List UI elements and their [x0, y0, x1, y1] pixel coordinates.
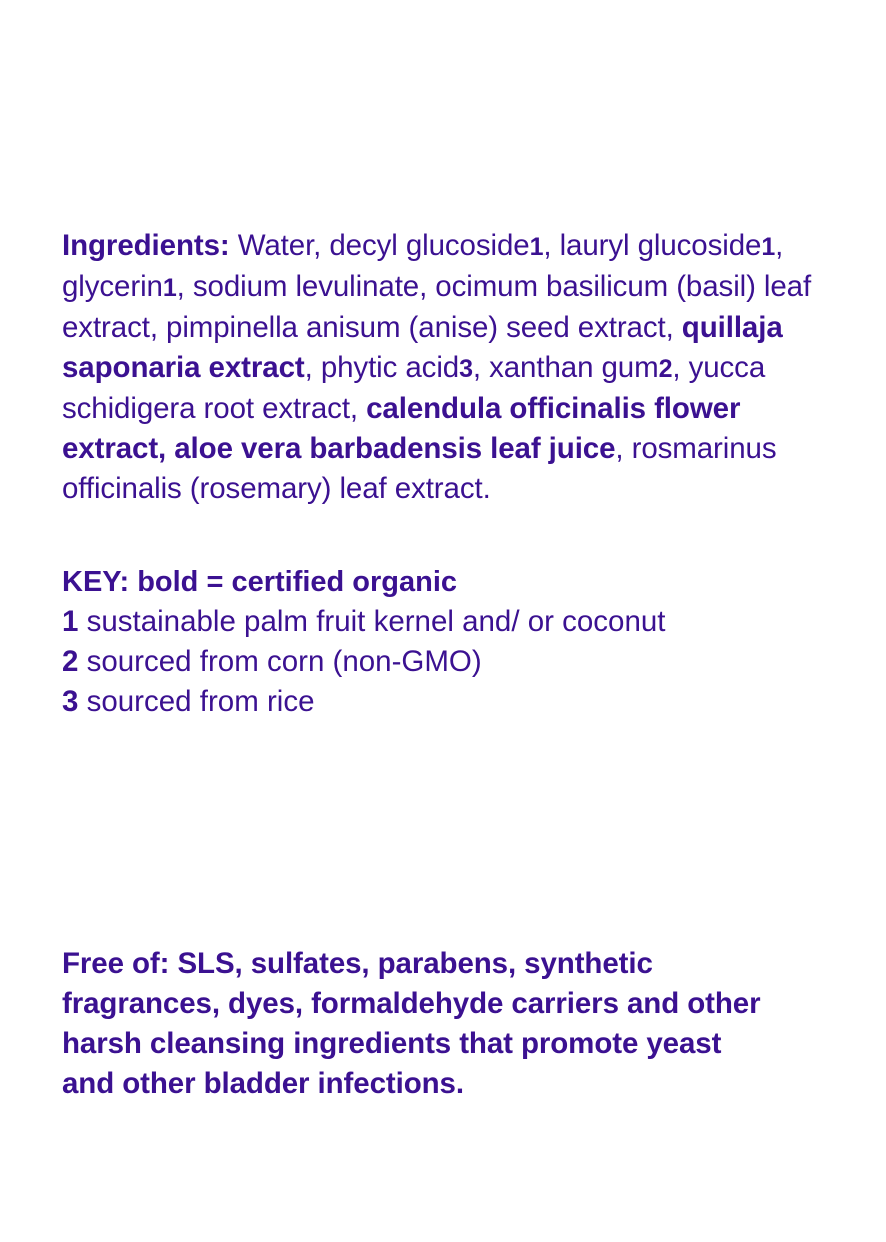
- key-marker-3: 3: [62, 685, 79, 718]
- ingredient-segment: , xanthan gum: [472, 350, 659, 384]
- ingredient-segment: , sodium levulinate, ocimum basilicum (basil) leaf extract, pimpinella anisum (anise) seed extract,: [62, 269, 812, 344]
- ingredient-segment: , rosmarinus officinalis (rosemary) leaf extract.: [62, 431, 777, 505]
- ingredients-list: [62, 229, 811, 505]
- ingredients-heading: Ingredients:: [62, 228, 230, 262]
- key-section: [62, 562, 852, 722]
- ingredient-segment: 2: [658, 354, 673, 383]
- ingredients-paragraph: [62, 226, 852, 509]
- key-marker-2: 2: [62, 645, 79, 678]
- key-title: KEY: bold = certified organic: [62, 566, 458, 598]
- key-entry-3: [62, 682, 852, 722]
- free-of-section: [62, 914, 852, 1133]
- free-of-text: Free of: SLS, sulfates, parabens, synthetic fragrances, dyes, formaldehyde carriers and other harsh cleansing ingredients that promote yeast and other bladder infections.: [62, 946, 761, 1100]
- ingredients-section: [62, 196, 852, 538]
- ingredient-segment: quillaja saponaria extract: [62, 310, 783, 384]
- ingredient-segment: , glycerin: [62, 228, 784, 303]
- ingredient-segment: calendula officinalis flower extract, aloe vera barbadensis leaf juice: [62, 391, 741, 465]
- ingredient-segment: 3: [459, 354, 473, 383]
- ingredient-segment: , lauryl glucoside: [543, 228, 762, 262]
- key-entry-1: [62, 602, 852, 642]
- key-text-2: sourced from corn (non-GMO): [78, 645, 482, 678]
- ingredient-segment: Water, decyl glucoside: [229, 228, 530, 262]
- ingredient-segment: , yucca schidigera root extract,: [62, 350, 766, 425]
- ingredient-segment: 1: [162, 273, 177, 302]
- ingredient-segment: 1: [529, 232, 544, 261]
- key-entry-2: [62, 642, 852, 682]
- ingredient-segment: 1: [761, 232, 776, 261]
- key-marker-1: 1: [62, 605, 79, 638]
- key-text-3: sourced from rice: [78, 685, 315, 718]
- ingredient-segment: , phytic acid: [304, 350, 460, 384]
- key-text-1: sustainable palm fruit kernel and/ or coconut: [78, 605, 666, 638]
